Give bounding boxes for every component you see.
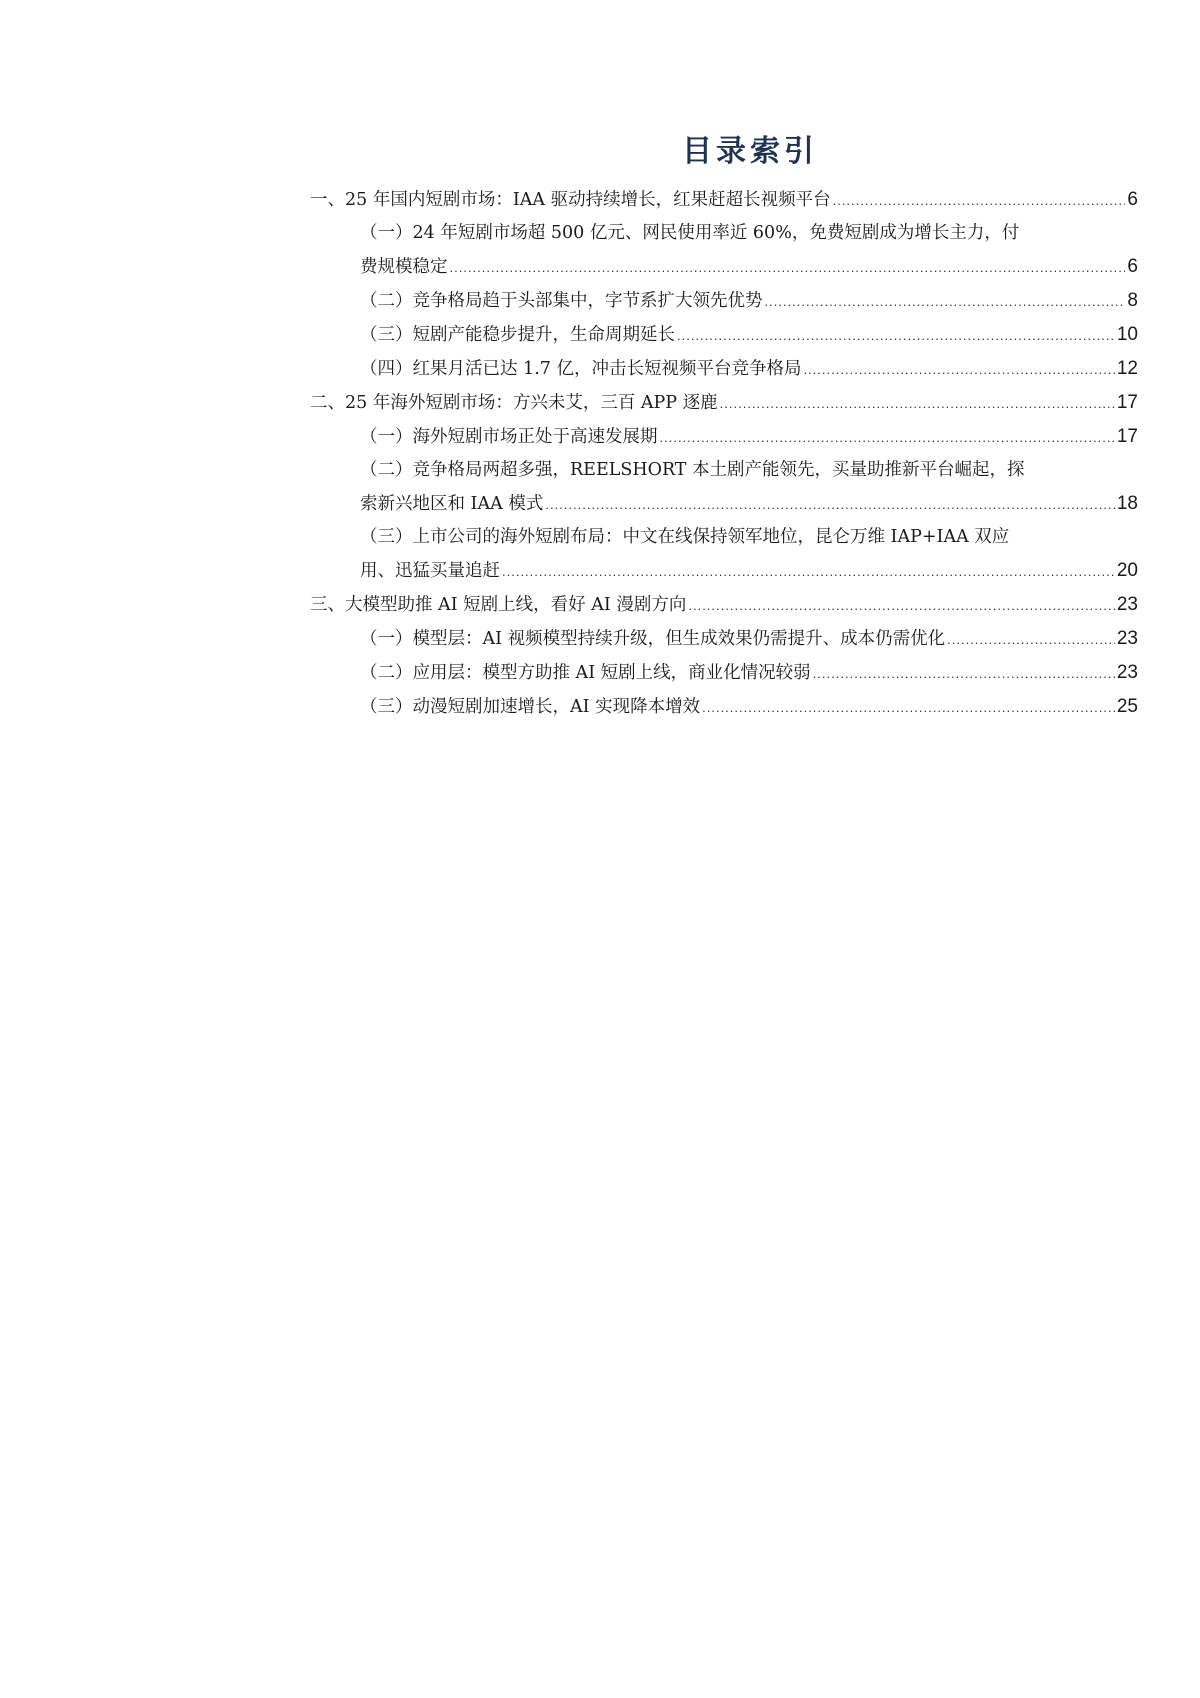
dot-leader	[545, 488, 1115, 521]
dot-leader	[702, 691, 1115, 724]
toc-entry-text: 三、大模型助推 AI 短剧上线，看好 AI 漫剧方向	[310, 595, 687, 615]
toc-entry-2-3[interactable]	[310, 554, 1138, 588]
toc-entry-1[interactable]	[310, 183, 1138, 217]
page-title: 目录索引	[682, 134, 818, 169]
toc-page-number: 6	[1127, 256, 1138, 277]
toc-entry-2-2[interactable]	[310, 487, 1138, 521]
toc-entry-1-1-line1[interactable]: （一）24 年短剧市场超 500 亿元、网民使用率近 60%，免费短剧成为增长主力，付	[360, 223, 1020, 243]
toc-page-number: 25	[1116, 696, 1138, 717]
toc-entry-text: 一、25 年国内短剧市场：IAA 驱动持续增长，红果赶超长视频平台	[310, 190, 831, 210]
toc-page-number: 17	[1116, 426, 1138, 447]
dot-leader	[677, 319, 1115, 352]
toc-page-number: 10	[1116, 324, 1138, 345]
toc-page-number: 17	[1116, 392, 1138, 413]
dot-leader	[502, 555, 1115, 588]
dot-leader	[833, 184, 1126, 217]
dot-leader	[803, 353, 1114, 386]
dot-leader	[765, 285, 1126, 318]
dot-leader	[688, 589, 1115, 622]
toc-page-number: 23	[1116, 628, 1138, 649]
toc-entry-2-2-line1[interactable]: （二）竞争格局两超多强，REELSHORT 本土剧产能领先，买量助推新平台崛起，探	[360, 460, 1025, 480]
toc-entry-2-3-line1[interactable]: （三）上市公司的海外短剧布局：中文在线保持领军地位，昆仑万维 IAP+IAA 双应	[360, 527, 1010, 547]
dot-leader	[660, 421, 1115, 454]
toc-entry-2[interactable]	[310, 386, 1138, 420]
toc-entry-text: （三）短剧产能稳步提升，生命周期延长	[360, 325, 675, 345]
toc-entry-1-2[interactable]	[310, 284, 1138, 318]
toc-entry-text: 费规模稳定	[360, 257, 448, 277]
dot-leader	[720, 387, 1115, 420]
toc-entry-1-3[interactable]	[310, 318, 1138, 352]
toc-entry-3-2[interactable]	[310, 656, 1138, 690]
toc-entry-1-1[interactable]	[310, 250, 1138, 284]
toc-page-number: 20	[1116, 560, 1138, 581]
toc-entry-1-4[interactable]	[310, 352, 1138, 386]
toc-entry-2-1[interactable]	[310, 420, 1138, 454]
toc-entry-3-3[interactable]	[310, 690, 1138, 724]
toc-entry-text: （三）动漫短剧加速增长，AI 实现降本增效	[360, 697, 701, 717]
toc-entry-text: 用、迅猛买量追赶	[360, 561, 500, 581]
toc-page-number: 12	[1116, 358, 1138, 379]
toc-page-number: 23	[1116, 662, 1138, 683]
toc-entry-text: （一）模型层：AI 视频模型持续升级，但生成效果仍需提升、成本仍需优化	[360, 629, 946, 649]
toc-entry-text: （二）竞争格局趋于头部集中，字节系扩大领先优势	[360, 291, 763, 311]
toc-page-number: 23	[1116, 594, 1138, 615]
toc-page-number: 6	[1127, 189, 1138, 210]
toc-page-number: 18	[1116, 493, 1138, 514]
toc-entry-text: 索新兴地区和 IAA 模式	[360, 494, 544, 514]
toc-entry-text: 二、25 年海外短剧市场：方兴未艾，三百 APP 逐鹿	[310, 393, 718, 413]
toc-entry-3-1[interactable]	[310, 622, 1138, 656]
toc-entry-text: （二）应用层：模型方助推 AI 短剧上线，商业化情况较弱	[360, 663, 811, 683]
dot-leader	[450, 251, 1126, 284]
table-of-contents	[310, 183, 1138, 724]
toc-entry-3[interactable]	[310, 588, 1138, 622]
toc-page-number: 8	[1127, 290, 1138, 311]
toc-entry-text: （一）海外短剧市场正处于高速发展期	[360, 427, 658, 447]
toc-entry-text: （四）红果月活已达 1.7 亿，冲击长短视频平台竞争格局	[360, 359, 802, 379]
dot-leader	[947, 623, 1115, 656]
dot-leader	[813, 657, 1115, 690]
